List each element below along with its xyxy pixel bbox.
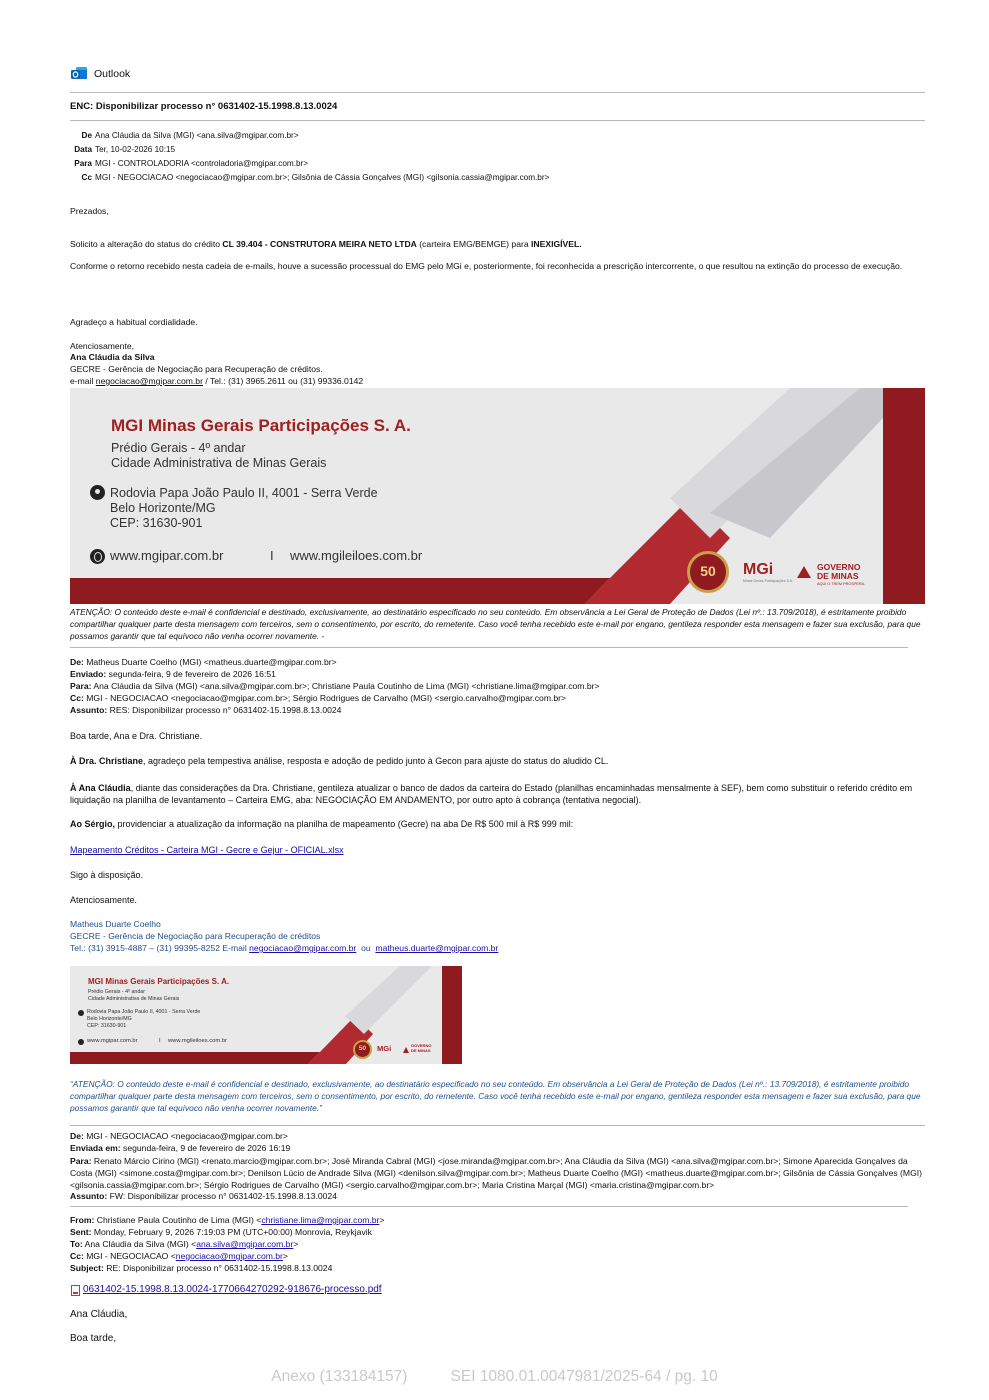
mgi-logo-sub: Minas Gerais Participações S.A. [743,579,794,583]
closing: Atenciosamente, [70,341,135,351]
banner-company: MGI Minas Gerais Participações S. A. [111,416,411,435]
sign-dept: GECRE - Gerência de Negociação para Recuperação de créditos. [70,364,323,374]
governo-triangle-icon [403,1047,409,1053]
header-cc: Cc MGI - NEGOCIACAO <negociacao@mgipar.com.br>; Gilsônia de Cássia Gonçalves (MGI) <gilsonia.cassia@mgipar.com.br> [81,173,550,182]
divider [70,92,925,93]
50-years-logo: 50 [687,551,729,593]
email-link[interactable]: ana.silva@mgipar.com.br [196,1239,294,1249]
governo-triangle-icon [797,566,811,578]
governo-logo-3: AQUI O TREM PROSPERA. [817,582,866,586]
msg4-from: From: Christiane Paula Coutinho de Lima (MGI) <christiane.lima@mgipar.com.br> [70,1215,385,1225]
globe-icon [90,549,105,564]
location-pin-icon [90,485,105,500]
msg2-p4: Sigo à disposição. [70,870,144,880]
msg2-sign-name: Matheus Duarte Coelho [70,919,161,929]
header-from: De Ana Cláudia da Silva (MGI) <ana.silva@mgipar.com.br> [81,131,299,140]
msg2-subject: Assunto: RES: Disponibilizar processo n° 0631402-15.1998.8.13.0024 [70,705,342,715]
greeting: Prezados, [70,206,109,216]
msg4-sent: Sent: Monday, February 9, 2026 7:19:03 PM (UTC+00:00) Monrovia, Reykjavik [70,1227,372,1237]
mgi-logo: MGi [377,1044,392,1053]
email-link[interactable]: negociacao@mgipar.com.br [175,1251,283,1261]
header-date: Data Ter, 10-02-2026 10:15 [74,145,176,154]
banner-addr1: Rodovia Papa João Paulo II, 4001 - Serra Verde [110,486,378,500]
banner-line1: Prédio Gerais - 4º andar [88,989,145,995]
banner-company: MGI Minas Gerais Participações S. A. [88,977,230,986]
governo-logo-2: DE MINAS [817,571,859,581]
msg2-p1: À Dra. Christiane, agradeço pela tempestiva análise, resposta e adoção de pedido junto à Gecon para ajuste do status do aludido CL. [70,756,609,766]
thanks: Agradeço a habitual cordialidade. [70,317,198,327]
msg2-sent: Enviado: segunda-feira, 9 de fevereiro de 2026 16:51 [70,669,276,679]
globe-icon [78,1039,84,1045]
banner-site1: www.mgipar.com.br [110,548,224,563]
msg4-p1: Boa tarde, [70,1333,117,1344]
sign-email-link[interactable]: negociacao@mgipar.com.br [95,376,203,386]
banner-addr1: Rodovia Papa João Paulo II, 4001 - Serra Verde [87,1009,201,1015]
banner-line1: Prédio Gerais - 4º andar [111,441,246,455]
header-to: Para MGI - CONTROLADORIA <controladoria@mgipar.com.br> [74,159,309,168]
msg2-p2: À Ana Cláudia, diante das considerações da Dra. Christiane, gentileza atualizar o banco de dados da carteira do Estado (planilhas encaminhadas mensalmente à SEF), bem como substituir o referido crédito em liquidação na planilha de levantamento – Carteira EMG, aba: NEGOCIAÇÃO EM ANDAMENTO, por outro apto à cobrança (tentativa negocial). [70,783,913,805]
mgi-logo: MGi [743,561,774,578]
divider [70,120,925,121]
sign-contact: e-mail negociacao@mgipar.com.br / Tel.: (31) 3965.2611 ou (31) 99336.0142 [70,376,364,386]
email-link[interactable]: matheus.duarte@mgipar.com.br [375,943,499,953]
msg2-greeting: Boa tarde, Ana e Dra. Christiane. [70,731,203,741]
msg2-sign-contact: Tel.: (31) 3915-4887 – (31) 99395-8252 E-mail negociacao@mgipar.com.br ou matheus.duarte@mgipar.com.br [70,943,499,953]
msg2-p3: Ao Sérgio, providenciar a atualização da informação na planilha de mapeamento (Gecre) na aba De R$ 500 mil à R$ 999 mil: [70,819,574,829]
governo-logo-2: DE MINAS [411,1048,431,1053]
50-years-logo: 50 [353,1040,372,1059]
page-footer: Anexo (133184157) SEI 1080.01.0047981/2025-64 / pg. 10 [271,1368,718,1385]
banner-site2: www.mgileiloes.com.br [290,548,423,563]
governo-logo-1: GOVERNO [411,1043,432,1048]
context-paragraph: Conforme o retorno recebido nesta cadeia de e-mails, houve a sucessão processual do EMG pelo MGi e, posteriormente, foi reconhecida a prescrição intercorrente, o que resultou na extinção do processo de execução. [70,261,903,271]
sign-name: Ana Cláudia da Silva [70,352,155,362]
msg3-subject: Assunto: FW: Disponibilizar processo n° 0631402-15.1998.8.13.0024 [70,1191,337,1201]
disclaimer-quoted: “ATENÇÃO: O conteúdo deste e-mail é confidencial e destinado, exclusivamente, ao destinatário especificado no seu conteúdo. Em observância a Lei Geral de Proteção de Dados (Lei nº.: 13.709/2018), é estritamente proibido compartilhar qualquer parte desta mensagem com terceiros, sem o consentimento, por escrito, do remetente. Caso você tenha recebido este e-mail por engano, gentileza responder esta mensagem e fazer sua exclusão, para que possamos garantir que tal equívoco não venha ocorrer novamente.” [70,1079,921,1113]
banner-separator: I [270,548,274,563]
attachment-link[interactable]: 0631402-15.1998.8.13.0024-1770664270292-918676-processo.pdf [83,1284,382,1295]
banner-line2: Cidade Administrativa de Minas Gerais [88,996,180,1002]
governo-logo-1: GOVERNO [817,562,861,572]
divider [70,647,908,648]
email-subject: ENC: Disponibilizar processo n° 0631402-15.1998.8.13.0024 [70,101,338,112]
divider [70,1206,908,1207]
banner-addr2: Belo Horizonte/MG [110,501,216,515]
pdf-file-icon [71,1285,80,1296]
msg4-to: To: Ana Cláudia da Silva (MGI) <ana.silva@mgipar.com.br> [70,1239,299,1249]
msg4-subject: Subject: RE: Disponibilizar processo n° 0631402-15.1998.8.13.0024 [70,1263,333,1273]
msg2-from: De: Matheus Duarte Coelho (MGI) <matheus.duarte@mgipar.com.br> [70,657,337,667]
msg2-to: Para: Ana Cláudia da Silva (MGI) <ana.silva@mgipar.com.br>; Christiane Paula Coutinho de Lima (MGI) <christiane.lima@mgipar.com.br> [70,681,600,691]
signature-banner [70,388,925,604]
msg2-closing: Atenciosamente. [70,895,138,905]
banner-line2: Cidade Administrativa de Minas Gerais [111,456,327,470]
divider [70,1125,925,1126]
banner-site1: www.mgipar.com.br [87,1038,138,1044]
banner-addr3: CEP: 31630-901 [87,1023,127,1029]
msg3-from: De: MGI - NEGOCIACAO <negociacao@mgipar.com.br> [70,1131,288,1141]
disclaimer: ATENÇÃO: O conteúdo deste e-mail é confidencial e destinado, exclusivamente, ao destinatário especificado no seu conteúdo. Em observância a Lei Geral de Proteção de Dados (Lei nº.: 13.709/2018), é estritamente proibido compartilhar qualquer parte desta mensagem com terceiros, sem o consentimento, por escrito, do remetente. Caso você tenha recebido este e-mail por engano, gentileza responder esta mensagem e fazer sua exclusão, para que possamos garantir que tal equívoco não venha ocorrer novamente. - [70,607,921,641]
email-link[interactable]: negociacao@mgipar.com.br [249,943,357,953]
msg4-cc: Cc: MGI - NEGOCIACAO <negociacao@mgipar.com.br> [70,1251,288,1261]
outlook-icon [71,66,88,81]
banner-site2: www.mgileiloes.com.br [168,1038,227,1044]
msg4-greeting: Ana Cláudia, [70,1309,128,1320]
msg3-to: Para: Renato Márcio Cirino (MGI) <renato.marcio@mgipar.com.br>; José Miranda Cabral (MGI) <jose.miranda@mgipar.com.br>; Ana Cláudia da Silva (MGI) <ana.silva@mgipar.com.br>; Simone Aparecida Gonçalves da Costa (MGI) <simone.costa@mgipar.com.br>; Denilson Lúcio de Andrade Silva (MGI) <denilson.silva@mgipar.com.br>; Matheus Duarte Coelho (MGI) <matheus.duarte@mgipar.com.br>; Gilsônia de Cássia Gonçalves (MGI) <gilsonia.cassia@mgipar.com.br>; Sérgio Rodrigues de Carvalho (MGI) <sergio.carvalho@mgipar.com.br>; Maria Cristina Marçal (MGI) <maria.cristina@mgipar.com.br> [70,1156,923,1190]
email-link[interactable]: christiane.lima@mgipar.com.br [261,1215,380,1225]
app-name: Outlook [94,68,131,80]
banner-addr2: Belo Horizonte/MG [87,1016,132,1022]
location-pin-icon [78,1010,84,1016]
banner-addr3: CEP: 31630-901 [110,516,203,530]
signature-banner-small [70,966,462,1064]
msg2-cc: Cc: MGI - NEGOCIACAO <negociacao@mgipar.com.br>; Sérgio Rodrigues de Carvalho (MGI) <sergio.carvalho@mgipar.com.br> [70,693,567,703]
msg2-sign-dept: GECRE - Gerência de Negociação para Recuperação de créditos [70,931,321,941]
banner-separator: I [159,1038,161,1044]
spreadsheet-link[interactable]: Mapeamento Créditos - Carteira MGI - Gecre e Gejur - OFICIAL.xlsx [70,845,344,855]
request-paragraph: Solicito a alteração do status do crédito CL 39.404 - CONSTRUTORA MEIRA NETO LTDA (carteira EMG/BEMGE) para INEXIGÍVEL. [70,239,582,249]
msg3-sent: Enviada em: segunda-feira, 9 de fevereiro de 2026 16:19 [70,1143,291,1153]
